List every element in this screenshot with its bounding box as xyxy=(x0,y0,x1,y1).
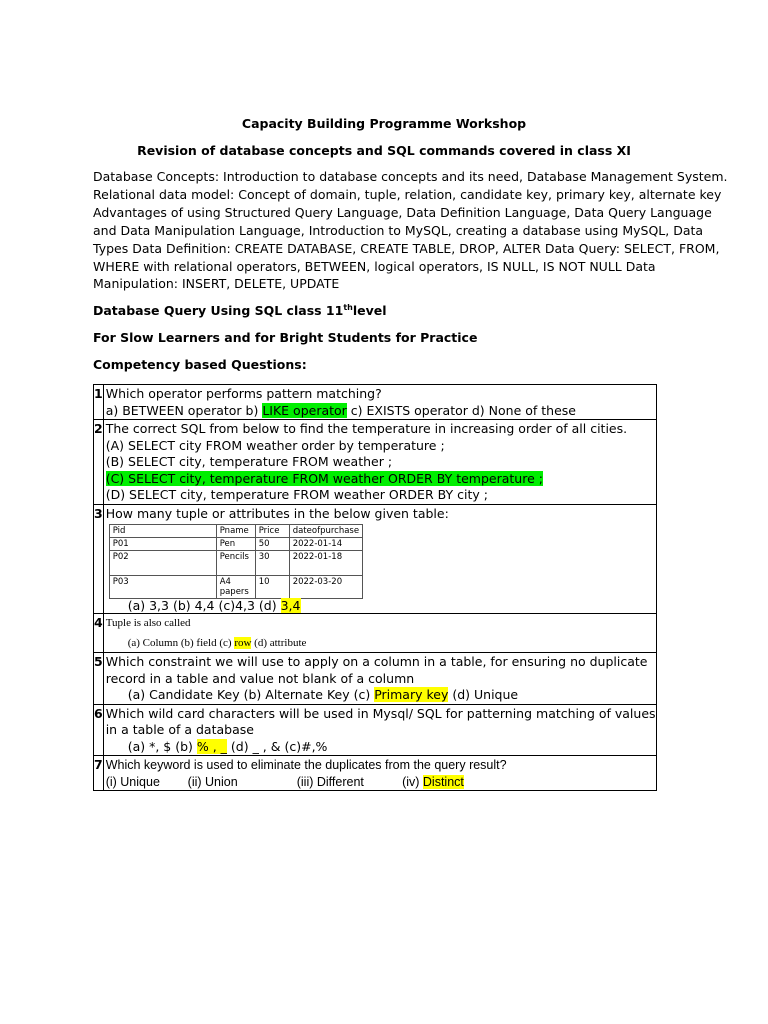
answer-highlight: % , _ xyxy=(196,738,227,754)
intro-line: Advantages of using Structured Query Language, Data Definition Language, Data Query Language xyxy=(93,204,712,220)
table-cell: 10 xyxy=(255,576,289,599)
question-options xyxy=(106,635,656,652)
question-row xyxy=(94,504,657,614)
answer-highlight: Distinct xyxy=(422,774,464,789)
table-cell: 50 xyxy=(255,538,289,551)
question-options xyxy=(106,599,656,613)
section-heading-sup: th xyxy=(343,303,353,312)
table-cell: Pencils xyxy=(216,551,255,576)
competency-heading: Competency based Questions: xyxy=(93,357,307,372)
answer-highlight: LIKE operator xyxy=(262,402,347,418)
intro-line: and Data Manipulation Language, Introduction to MySQL, creating a database using MySQL, Data xyxy=(93,222,704,238)
intro-line: WHERE with relational operators, BETWEEN, logical operators, IS NULL, IS NOT NULL Data xyxy=(93,258,656,274)
answer-highlight: Primary key xyxy=(374,687,449,702)
question-text: Which constraint we will use to apply on a column in a table, for ensuring no duplicate xyxy=(105,654,648,669)
answer-highlight: row xyxy=(234,636,252,649)
question-number: 4 xyxy=(94,614,104,653)
question-text: Which wild card characters will be used in Mysql/ SQL for patterning matching of values xyxy=(105,705,656,721)
section-heading xyxy=(93,303,387,318)
question-number: 2 xyxy=(94,420,104,505)
table-cell: P03 xyxy=(109,576,216,599)
question-number: 6 xyxy=(94,704,104,756)
table-cell: Pen xyxy=(216,538,255,551)
option-text: (a) 3,3 (b) 4,4 (c)4,3 (d) xyxy=(127,598,281,613)
option-text: a) BETWEEN operator b) xyxy=(105,402,263,418)
table-cell: A4 papers xyxy=(216,576,255,599)
section-heading-prefix: Database Query Using SQL class 11 xyxy=(93,303,344,319)
question-options xyxy=(106,403,656,420)
question-row xyxy=(94,385,657,420)
table-row xyxy=(109,576,362,599)
question-row xyxy=(94,614,657,653)
option-b: (B) SELECT city, temperature FROM weather ; xyxy=(105,454,393,469)
option-text: (d) _ , & (c)#,% xyxy=(226,738,328,754)
question-body xyxy=(103,704,656,756)
questions-table xyxy=(93,384,657,791)
table-cell: 2022-01-18 xyxy=(289,551,362,576)
question-number: 5 xyxy=(94,653,104,705)
question-text: in a table of a database xyxy=(105,722,254,737)
answer-highlight: 3,4 xyxy=(280,598,301,613)
option-text: c) EXISTS operator d) None of these xyxy=(346,402,576,418)
header-cell: Pname xyxy=(216,525,255,538)
option-text: (d) attribute xyxy=(251,636,307,649)
intro-line: Manipulation: INSERT, DELETE, UPDATE xyxy=(93,276,340,292)
intro-line: Types Data Definition: CREATE DATABASE, CREATE TABLE, DROP, ALTER Data Query: SELECT, FROM, xyxy=(93,240,720,256)
intro-line: Database Concepts: Introduction to database concepts and its need, Database Management System. xyxy=(93,169,728,184)
question-body xyxy=(103,614,656,653)
option-text: (a) Column (b) field (c) xyxy=(127,636,235,649)
question-number: 1 xyxy=(94,385,104,420)
option-text: (a) Candidate Key (b) Alternate Key (c) xyxy=(127,687,375,702)
intro-line: Relational data model: Concept of domain, tuple, relation, candidate key, primary key, alternate key xyxy=(93,186,722,202)
section-heading-suffix: level xyxy=(352,303,387,319)
table-row xyxy=(109,551,362,576)
table-cell: 2022-03-20 xyxy=(289,576,362,599)
question-text: Tuple is also called xyxy=(105,617,191,629)
question-number: 3 xyxy=(94,504,104,614)
table-cell: 30 xyxy=(255,551,289,576)
document-subtitle: Revision of database concepts and SQL commands covered in class XI xyxy=(137,143,631,158)
question-options xyxy=(106,774,656,791)
question-text: The correct SQL from below to find the temperature in increasing order of all cities. xyxy=(105,421,628,436)
question-number: 7 xyxy=(94,756,104,791)
table-row xyxy=(109,538,362,551)
table-cell: P02 xyxy=(109,551,216,576)
document-title: Capacity Building Programme Workshop xyxy=(241,116,527,131)
option-d: (D) SELECT city, temperature FROM weather ORDER BY city ; xyxy=(105,487,488,502)
question-body xyxy=(103,504,656,614)
option-text: (d) Unique xyxy=(448,687,519,702)
question-body xyxy=(103,653,656,705)
intro-paragraph xyxy=(93,168,728,293)
question-text: Which operator performs pattern matching? xyxy=(105,386,382,401)
question-row xyxy=(94,420,657,505)
question-body xyxy=(103,420,656,505)
question-text: How many tuple or attributes in the below given table: xyxy=(105,505,449,521)
question-text: record in a table and value not blank of a column xyxy=(105,670,415,686)
header-cell: Price xyxy=(255,525,289,538)
question-body xyxy=(103,756,656,791)
question-text: Which keyword is used to eliminate the duplicates from the query result? xyxy=(105,758,507,772)
header-cell: dateofpurchase xyxy=(289,525,362,538)
header-cell: Pid xyxy=(109,525,216,538)
question-body xyxy=(103,385,656,420)
question-options xyxy=(106,739,656,756)
answer-highlight: (C) SELECT city, temperature FROM weather ORDER BY temperature ; xyxy=(105,470,543,486)
question-row xyxy=(94,653,657,705)
question-options xyxy=(106,687,656,704)
option-c xyxy=(106,471,656,488)
audience-heading: For Slow Learners and for Bright Students for Practice xyxy=(93,330,478,345)
table-cell: 2022-01-14 xyxy=(289,538,362,551)
option-text: (i) Unique (ii) Union (iii) Different (iv) xyxy=(105,774,423,789)
option-text: (a) *, $ (b) xyxy=(127,738,197,754)
product-table xyxy=(109,524,363,599)
product-table-header xyxy=(109,525,362,538)
option-a: (A) SELECT city FROM weather order by temperature ; xyxy=(105,437,445,453)
question-row xyxy=(94,704,657,756)
table-cell: P01 xyxy=(109,538,216,551)
question-row xyxy=(94,756,657,791)
